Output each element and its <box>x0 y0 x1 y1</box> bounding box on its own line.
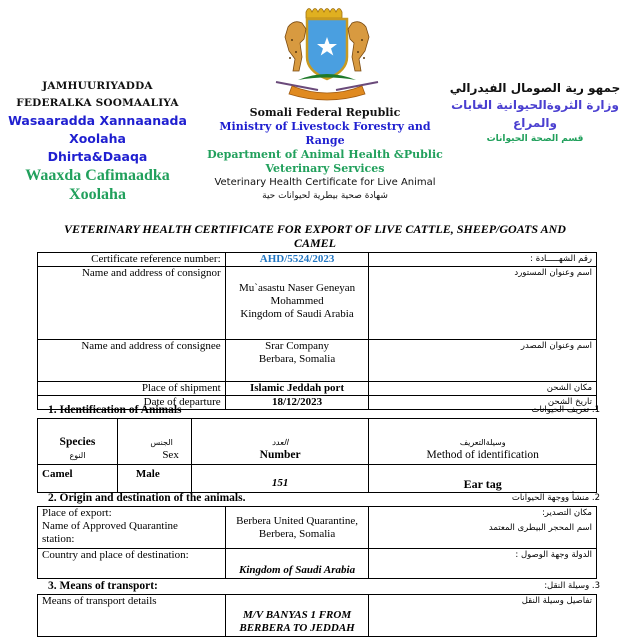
section2-title-ar: 2. منشأ ووجهة الحيوانات <box>511 493 600 503</box>
header-center <box>200 106 450 202</box>
shipment-place-label: Place of shipment <box>38 382 226 396</box>
section2-title: 2. Origin and destination of the animals. <box>48 492 246 504</box>
table-row <box>38 549 597 579</box>
ministry-ar-1: وزارة الثروةالحيوانية الغابات <box>451 98 619 112</box>
consignor-value <box>225 267 369 340</box>
cert-ref-value: AHD/5524/2023 <box>225 253 369 267</box>
transport-table <box>37 594 597 637</box>
section3-heading <box>40 580 600 594</box>
sex-header-ar: الجنس <box>150 438 173 447</box>
sex-value: Male <box>117 465 191 493</box>
ministry-so-3: Dhirta&Daaqa <box>47 149 148 164</box>
dept-so-1: Waaxda Cafimaadka <box>25 167 170 184</box>
transport-line: BERBERA TO JEDDAH <box>239 622 355 634</box>
table-row <box>38 595 597 637</box>
method-header <box>369 419 597 465</box>
section3-title-ar: 3. وسيلة النقل: <box>544 581 600 591</box>
species-value: Camel <box>38 465 118 493</box>
transport-value <box>225 595 369 637</box>
header-left-somali <box>0 78 195 204</box>
republic-name-ar: جمهو رية الصومال الفيدرالي <box>449 81 621 95</box>
number-header-en: Number <box>259 449 301 461</box>
export-place-label-line: station: <box>42 533 75 545</box>
section3-title: 3. Means of transport: <box>48 580 158 592</box>
table-row <box>38 340 597 382</box>
departure-date-label: Date of departure <box>38 396 226 410</box>
destination-label: Country and place of destination: <box>38 549 226 579</box>
consignee-label: Name and address of consignee <box>38 340 226 382</box>
consignee-label-ar: اسم وعنوان المصدر <box>369 340 597 382</box>
ministry-so-1: Wasaaradda Xannaanada <box>8 113 187 128</box>
export-place-ar-line: اسم المحجر البيطرى المعتمد <box>488 523 592 533</box>
section2-heading <box>40 492 600 506</box>
ministry-en-2: Range <box>305 134 345 147</box>
section1-heading <box>40 404 600 418</box>
destination-value: Kingdom of Saudi Arabia <box>225 549 369 579</box>
title-line-1: VETERINARY HEALTH CERTIFICATE FOR EXPORT OF LIVE CATTLE, SHEEP/GOATS AND <box>64 222 566 236</box>
cert-ref-label: Certificate reference number: <box>38 253 226 267</box>
general-info-table <box>37 252 597 410</box>
consignor-line: Kingdom of Saudi Arabia <box>240 308 354 320</box>
dept-en-1: Department of Animal Health &Public <box>207 148 443 161</box>
cert-ref-label-ar: رقم الشهـــــادة : <box>369 253 597 267</box>
number-header-ar: العدد <box>271 438 289 447</box>
republic-name-en: Somali Federal Republic <box>249 106 401 119</box>
republic-name-so-2: FEDERALKA SOOMAALIYA <box>16 97 179 109</box>
consignee-line: Berbara, Somalia <box>258 353 336 365</box>
table-header-row <box>38 419 597 465</box>
table-row <box>38 253 597 267</box>
export-place-value <box>225 507 369 549</box>
sex-header <box>117 419 191 465</box>
animals-table <box>37 418 597 493</box>
table-row <box>38 507 597 549</box>
consignor-label: Name and address of consignor <box>38 267 226 340</box>
departure-date-label-ar: تاريخ الشحن <box>369 396 597 410</box>
ministry-en-1: Ministry of Livestock Forestry and <box>219 120 431 133</box>
number-value: 151 <box>191 465 369 493</box>
transport-label-ar: تفاصيل وسيلة النقل <box>369 595 597 637</box>
dept-so-2: Xoolaha <box>69 186 126 203</box>
republic-name-so-1: JAMHUURIYADDA <box>42 80 153 92</box>
species-header-ar: النوع <box>69 451 86 460</box>
shipment-place-value: Islamic Jeddah port <box>225 382 369 396</box>
certificate-name-ar: شهادة صحية بيطرية لحيوانات حية <box>262 191 388 201</box>
sex-header-en: Sex <box>162 449 179 461</box>
consignor-line: Mu`asastu Naser Geneyan <box>239 282 356 294</box>
consignor-line: Mohammed <box>270 295 324 307</box>
species-header <box>38 419 118 465</box>
certificate-name-en: Veterinary Health Certificate for Live Animal <box>214 177 436 188</box>
number-header <box>191 419 369 465</box>
export-place-label-line: Name of Approved Quarantine <box>42 520 178 532</box>
document-title <box>40 222 590 250</box>
transport-label: Means of transport details <box>38 595 226 637</box>
ministry-ar-2: والمراع <box>513 116 557 130</box>
dept-en-2: Veterinary Services <box>265 162 385 175</box>
transport-line: M/V BANYAS 1 FROM <box>243 609 352 621</box>
quarantine-line: Berbera, Somalia <box>258 527 336 540</box>
header-right-arabic <box>440 80 630 146</box>
table-row <box>38 382 597 396</box>
dept-ar: قسم الصحة الحيوانات <box>486 134 584 144</box>
destination-label-ar: الدولة وجهة الوصول : <box>369 549 597 579</box>
table-row <box>38 465 597 493</box>
export-place-label <box>38 507 226 549</box>
departure-date-value: 18/12/2023 <box>225 396 369 410</box>
section1-title: 1. Identification of Animals <box>48 404 182 416</box>
consignee-value <box>225 340 369 382</box>
title-line-2: CAMEL <box>293 236 336 250</box>
consignee-line: Srar Company <box>265 340 329 352</box>
quarantine-line: Berbera United Quarantine, <box>236 514 358 527</box>
species-header-en: Species <box>59 436 96 448</box>
table-row <box>38 267 597 340</box>
coat-of-arms-icon <box>268 2 386 102</box>
ministry-so-2: Xoolaha <box>69 131 126 146</box>
section1-title-ar: 1. تعريف الحيوانات <box>531 405 600 415</box>
method-header-en: Method of identification <box>426 449 539 461</box>
origin-destination-table <box>37 506 597 579</box>
export-place-ar-line: مكان التصدير: <box>541 508 592 518</box>
method-header-ar: وسيلةالتعريف <box>459 438 506 447</box>
shipment-place-label-ar: مكان الشحن <box>369 382 597 396</box>
consignor-label-ar: اسم وعنوان المستورد <box>369 267 597 340</box>
export-place-label-line: Place of export: <box>42 507 112 519</box>
method-value: Ear tag <box>369 465 597 493</box>
export-place-label-ar <box>369 507 597 549</box>
